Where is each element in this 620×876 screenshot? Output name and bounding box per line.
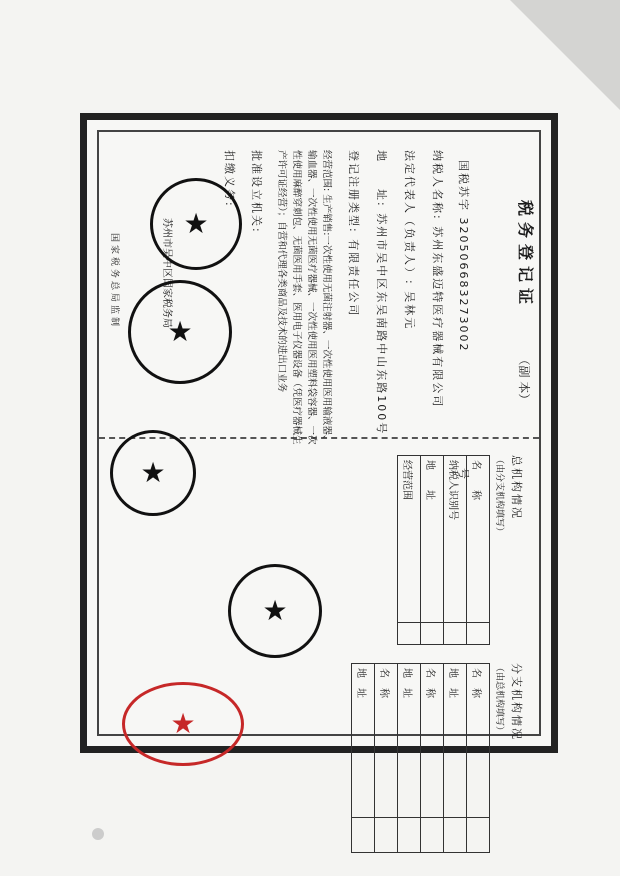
cert-no-value: 320506683273002 bbox=[457, 217, 470, 353]
head-office-subtitle: （由分支机构填写） bbox=[494, 455, 504, 537]
title-block bbox=[515, 200, 538, 405]
table-row: 纳税人识别号 bbox=[444, 456, 467, 645]
withholding-label: 扣缴义务: bbox=[223, 150, 236, 208]
cert-number-row bbox=[456, 160, 472, 481]
head-office-section bbox=[351, 455, 525, 645]
scope-row bbox=[274, 150, 334, 450]
taxpayer-label: 纳税人名称: bbox=[431, 150, 444, 221]
tax-bureau-seal-2 bbox=[128, 280, 232, 384]
page-corner-fold bbox=[510, 0, 620, 110]
address-label: 地 址: bbox=[375, 150, 388, 208]
legal-rep-row bbox=[402, 150, 418, 330]
cert-no-suffix: 号 bbox=[457, 467, 470, 481]
branch-subtitle: （由总机构填写） bbox=[494, 663, 504, 736]
address-row bbox=[374, 150, 390, 435]
table-row: 地 址 bbox=[398, 664, 421, 853]
issuer-note: 国家税务总局监制 bbox=[109, 233, 119, 330]
table-row: 名 称 bbox=[467, 456, 490, 645]
star-icon: ★ bbox=[167, 315, 193, 348]
scan-speck bbox=[92, 828, 104, 840]
cert-no-label: 国税苏字 bbox=[457, 160, 470, 212]
star-icon: ★ bbox=[140, 456, 166, 489]
table-row: 经营范围 bbox=[398, 456, 421, 645]
scope-value: 生产销售:一次性使用无菌注射器、一次性使用医用输液器、输血器、一次性使用无菌医疗器械、一次性使用医用塑料袋容器、一次性使用麻醉穿刺包、无菌医用手套、医用电子仪器设备（凭医疗器械生产许可证经营）；自营和代理各类商品及技术的进出口业务 bbox=[276, 150, 332, 445]
table-row: 名 称 bbox=[375, 664, 398, 853]
company-seal-red bbox=[122, 682, 244, 766]
company-seal-black bbox=[228, 564, 322, 658]
legal-rep-value: 吴林元 bbox=[403, 291, 416, 331]
certificate-subtitle: （副 本） bbox=[517, 353, 531, 406]
branch-info-area bbox=[335, 455, 525, 870]
branch-title: 分支机构情况 bbox=[510, 663, 523, 741]
table-row: 地 址 bbox=[352, 664, 375, 853]
table-row: 名 称 bbox=[421, 664, 444, 853]
reg-type-label: 登记注册类型: bbox=[347, 150, 360, 234]
star-icon: ★ bbox=[170, 707, 196, 740]
table-row: 地 址 bbox=[444, 664, 467, 853]
branch-table bbox=[351, 663, 490, 853]
issuing-authority: 苏州市吴中区国家税务局 bbox=[161, 218, 172, 328]
head-office-table bbox=[397, 455, 490, 645]
approval-row bbox=[249, 150, 265, 234]
taxpayer-value: 苏州东盛迈特医疗器械有限公司 bbox=[431, 226, 444, 409]
star-icon: ★ bbox=[262, 594, 288, 627]
reg-type-value: 有限责任公司 bbox=[347, 239, 360, 318]
address-value: 苏州市吴中区东吴南路中山东路100号 bbox=[375, 213, 388, 436]
legal-rep-label: 法定代表人（负责人）: bbox=[403, 150, 416, 286]
approval-label: 批准设立机关: bbox=[250, 150, 263, 234]
reg-type-row bbox=[346, 150, 362, 317]
table-row: 名 称 bbox=[467, 664, 490, 853]
scope-label: 经营范围: bbox=[321, 150, 332, 192]
branch-section bbox=[351, 663, 525, 853]
certificate-title: 税务登记证 bbox=[516, 200, 535, 311]
tax-bureau-seal-3 bbox=[110, 430, 196, 516]
tax-bureau-seal-1 bbox=[150, 178, 242, 270]
table-row: 地 址 bbox=[421, 456, 444, 645]
star-icon: ★ bbox=[183, 207, 209, 240]
head-office-title: 总机构情况 bbox=[510, 455, 523, 520]
taxpayer-row bbox=[430, 150, 446, 408]
